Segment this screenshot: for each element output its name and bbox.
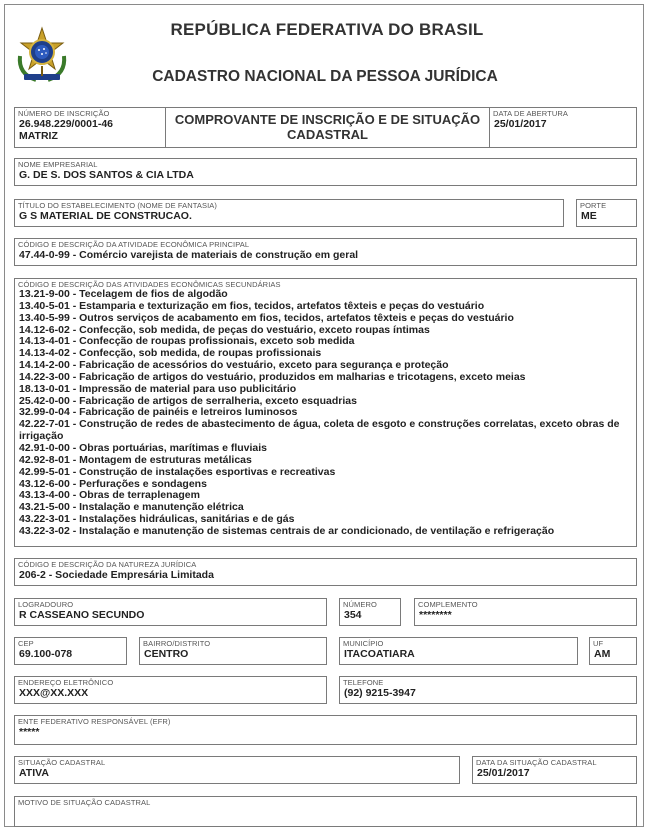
list-item: 43.22-3-02 - Instalação e manutenção de sistemas centrais de ar condicionado, de ventilação e refrigeração xyxy=(19,524,555,537)
motivo-box xyxy=(14,796,637,827)
uf-value: AM xyxy=(594,648,611,660)
abertura-label: DATA DE ABERTURA xyxy=(493,109,568,118)
atividade-principal-label: CÓDIGO E DESCRIÇÃO DA ATIVIDADE ECONÔMICA PRINCIPAL xyxy=(18,240,250,249)
telefone-value: (92) 9215-3947 xyxy=(344,687,416,699)
cep-box xyxy=(14,637,127,665)
nome-empresarial-value: G. DE S. DOS SANTOS & CIA LTDA xyxy=(19,169,194,181)
list-item: 13.21-9-00 - Tecelagem de fios de algodão xyxy=(19,288,228,300)
municipio-value: ITACOATIARA xyxy=(344,648,415,660)
natureza-value: 206-2 - Sociedade Empresária Limitada xyxy=(19,569,214,581)
list-item: 14.22-3-00 - Fabricação de artigos do vestuário, produzidos em malharias e tricotagens, exceto meias xyxy=(19,370,526,383)
porte-label: PORTE xyxy=(580,201,607,210)
list-item: 18.13-0-01 - Impressão de material para uso publicitário xyxy=(19,382,297,395)
list-item: 14.12-6-02 - Confecção, sob medida, de peças do vestuário, exceto roupas íntimas xyxy=(19,323,430,336)
bairro-box xyxy=(139,637,327,665)
numero-box xyxy=(339,598,401,626)
list-item: 25.42-0-00 - Fabricação de artigos de serralheria, exceto esquadrias xyxy=(19,394,357,407)
numero-label: NÚMERO xyxy=(343,600,377,609)
atividades-secundarias-box xyxy=(14,278,637,547)
numero-value: 354 xyxy=(344,609,362,621)
list-item: 32.99-0-04 - Fabricação de painéis e letreiros luminosos xyxy=(19,406,298,419)
nome-empresarial-box xyxy=(14,158,637,186)
porte-value: ME xyxy=(581,210,597,222)
registry-title: CADASTRO NACIONAL DA PESSOA JURÍDICA xyxy=(152,68,498,85)
natureza-box xyxy=(14,558,637,586)
atividades-secundarias-list xyxy=(15,289,636,538)
atividade-principal-value: 47.44-0-99 - Comércio varejista de materiais de construção em geral xyxy=(19,249,359,261)
efr-value: ***** xyxy=(19,726,40,738)
cep-label: CEP xyxy=(18,639,34,648)
situacao-label: SITUAÇÃO CADASTRAL xyxy=(18,758,106,767)
efr-label: ENTE FEDERATIVO RESPONSÁVEL (EFR) xyxy=(18,717,171,726)
email-box xyxy=(14,676,327,704)
complemento-box xyxy=(414,598,637,626)
list-item: 43.22-3-01 - Instalações hidráulicas, sanitárias e de gás xyxy=(19,513,295,526)
list-item: 43.13-4-00 - Obras de terraplenagem xyxy=(19,489,200,502)
list-item: 42.91-0-00 - Obras portuárias, marítimas e fluviais xyxy=(19,441,268,454)
natureza-label: CÓDIGO E DESCRIÇÃO DA NATUREZA JURÍDICA xyxy=(18,560,197,569)
municipio-box xyxy=(339,637,578,665)
comprovante-title-line2: CADASTRAL xyxy=(287,127,368,142)
cep-value: 69.100-078 xyxy=(19,648,73,660)
inscricao-label: NÚMERO DE INSCRIÇÃO xyxy=(18,109,110,118)
data-situacao-value: 25/01/2017 xyxy=(477,767,530,779)
motivo-label: MOTIVO DE SITUAÇÃO CADASTRAL xyxy=(18,798,151,807)
logradouro-value: R CASSEANO SECUNDO xyxy=(19,609,145,621)
telefone-box xyxy=(339,676,637,704)
list-item: 42.99-5-01 - Construção de instalações esportivas e recreativas xyxy=(19,465,336,478)
complemento-label: COMPLEMENTO xyxy=(418,600,478,609)
uf-label: UF xyxy=(593,639,604,648)
efr-box xyxy=(14,715,637,745)
uf-box xyxy=(589,637,637,665)
atividade-principal-box xyxy=(14,238,637,266)
porte-box xyxy=(576,199,637,227)
list-item: 42.22-7-01 - Construção de redes de abastecimento de água, coleta de esgoto e construções correlatas, exceto obras de irrigação xyxy=(19,418,620,443)
inscricao-number: 26.948.229/0001-46 xyxy=(19,118,114,130)
list-item: 13.40-5-99 - Outros serviços de acabamento em fios, tecidos, artefatos têxteis e peças do vestuário xyxy=(19,311,514,324)
list-item: 13.40-5-01 - Estamparia e texturização em fios, tecidos, artefatos têxteis e peças do vestuário xyxy=(19,299,485,312)
bairro-label: BAIRRO/DISTRITO xyxy=(143,639,211,648)
atividades-secundarias-label: CÓDIGO E DESCRIÇÃO DAS ATIVIDADES ECONÔMICAS SECUNDÁRIAS xyxy=(18,280,281,289)
email-label: ENDEREÇO ELETRÔNICO xyxy=(18,678,114,687)
telefone-label: TELEFONE xyxy=(343,678,384,687)
abertura-value: 25/01/2017 xyxy=(494,118,547,130)
municipio-label: MUNICÍPIO xyxy=(343,639,384,648)
list-item: 14.13-4-01 - Confecção de roupas profissionais, exceto sob medida xyxy=(19,335,355,348)
list-item: 43.12-6-00 - Perfurações e sondagens xyxy=(19,477,207,490)
nome-empresarial-label: NOME EMPRESARIAL xyxy=(18,160,98,169)
email-value: XXX@XX.XXX xyxy=(19,687,89,699)
list-item: 14.14-2-00 - Fabricação de acessórios do vestuário, exceto para segurança e proteção xyxy=(19,359,449,372)
abertura-box xyxy=(489,107,637,148)
fantasia-label: TÍTULO DO ESTABELECIMENTO (NOME DE FANTASIA) xyxy=(18,201,218,210)
complemento-value: ******** xyxy=(419,609,452,621)
comprovante-box xyxy=(165,107,490,148)
list-item: 43.21-5-00 - Instalação e manutenção elétrica xyxy=(19,501,244,514)
situacao-value: ATIVA xyxy=(19,767,49,779)
logradouro-label: LOGRADOURO xyxy=(18,600,74,609)
inscricao-type: MATRIZ xyxy=(19,130,58,142)
fantasia-box xyxy=(14,199,564,227)
list-item: 42.92-8-01 - Montagem de estruturas metálicas xyxy=(19,453,252,466)
inscricao-box xyxy=(14,107,166,148)
data-situacao-box xyxy=(472,756,637,784)
data-situacao-label: DATA DA SITUAÇÃO CADASTRAL xyxy=(476,758,597,767)
situacao-box xyxy=(14,756,460,784)
republic-title: REPÚBLICA FEDERATIVA DO BRASIL xyxy=(170,20,484,39)
list-item: 14.13-4-02 - Confecção, sob medida, de roupas profissionais xyxy=(19,347,322,360)
comprovante-title-line1: COMPROVANTE DE INSCRIÇÃO E DE SITUAÇÃO xyxy=(174,112,481,127)
fantasia-value: G S MATERIAL DE CONSTRUCAO. xyxy=(19,210,192,222)
logradouro-box xyxy=(14,598,327,626)
bairro-value: CENTRO xyxy=(144,648,189,660)
